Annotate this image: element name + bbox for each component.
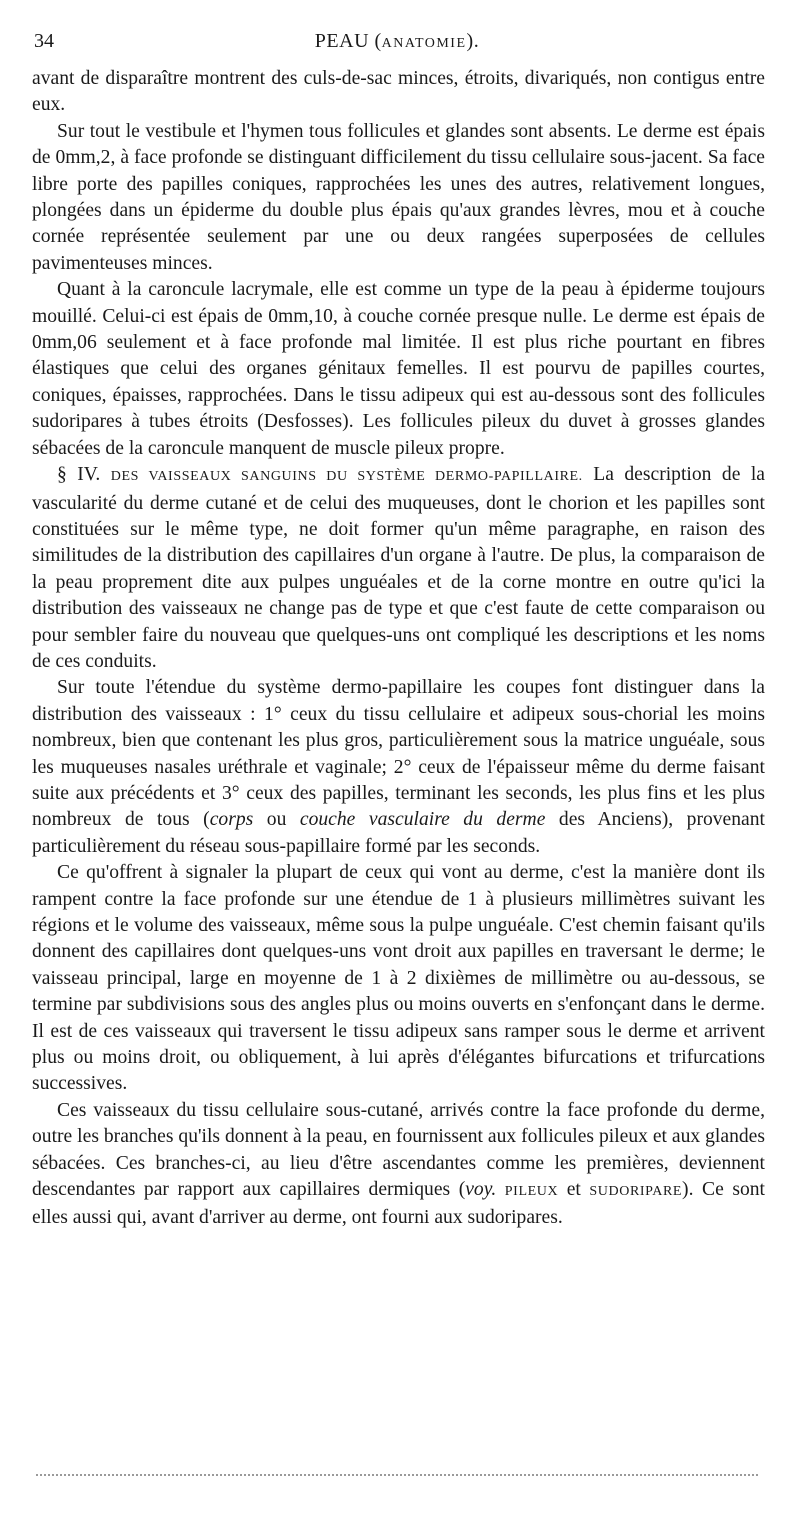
section-marker: § IV.: [57, 464, 101, 486]
paragraph-2: Sur tout le vestibule et l'hymen tous follicules et glandes sont absents. Le derme est épais de 0mm,2, à face profonde se distinguant difficilement du tissu cellulaire sous-jacent. Sa face libre porte des papilles coniques, rapprochées les unes des autres, relativement longues, plongées dans un épiderme du double plus épais qu'aux grandes lèvres, mou et à couche cornée représentée seulement par une ou deux rangées superposées de cellules pavimenteuses minces.: [32, 120, 765, 274]
running-title-sub: ANATOMIE: [381, 36, 467, 51]
paragraph-3: Quant à la caroncule lacrymale, elle est comme un type de la peau à épiderme toujours mouillé. Celui-ci est épais de 0mm,10, à couche cornée presque nulle. Le derme est épais de 0mm,06 seulement et à face profonde mal limitée. Il est plus riche pourtant en fibres élastiques que celui des organes génitaux femelles. Il est pourvu de papilles courtes, coniques, épaisses, rapprochées. Dans le tissu adipeux qui est au-dessous sont des follicules sudoripares à tubes étroits (Desfosses). Les follicules pileux du duvet à grosses glandes sébacées de la caroncule manquent de muscle pileux propre.: [32, 279, 765, 459]
paragraph-5: [32, 675, 765, 860]
cross-reference-sudoripare: SUDORIPARE: [589, 1184, 683, 1200]
paragraph-7-text-c: et: [558, 1179, 590, 1201]
paragraph-7-text-b: [496, 1179, 505, 1200]
section-text: La description de la vascularité du derme cutané et de celui des muqueuses, dont le chorion et les papilles sont constituées sur le même type, ne doit former qu'un même paragraphe, en raison des similitudes de la distribution des capillaires d'un organe à l'autre. De plus, la comparaison de la peau proprement dite aux pulpes unguéales et de la corne montre en outre qu'ici la distribution des vaisseaux ne change pas de type et que c'est faute de cette comparaison ou pour sembler faire du nouveau que quelques-uns ont compliqué les descriptions et les noms de ces conduits.: [32, 464, 765, 672]
paragraph-5-text-a: Sur toute l'étendue du système dermo-papillaire les coupes font distinguer dans la distribution des vaisseaux : 1° ceux du tissu cellulaire et adipeux sous-chorial les moins nombreux, bien que contenant les plus gros, particulièrement sous la matrice unguéale, sous les muqueuses nasales uréthrale et vaginale; 2° ceux de l'épaisseur même du derme faisant suite aux précédents et 3° ceux des papilles, terminant les seconds, les plus fins et les plus nombreux de tous (: [32, 677, 765, 831]
body-text: [32, 66, 765, 1232]
footer-rule: [36, 1474, 758, 1476]
paragraph-5-text-c: des Anciens), provenant particulièrement du réseau sous-papillaire formé par les seconds.: [32, 809, 765, 857]
cross-reference-pileux: PILEUX: [504, 1184, 559, 1200]
paragraph-5-italic-a: corps: [209, 809, 254, 831]
paragraph-7-text-d: ). Ce sont elles aussi qui, avant d'arriver au derme, ont fourni aux sudoripares.: [32, 1179, 766, 1229]
paragraph-5-italic-b: couche vasculaire du derme: [299, 809, 546, 831]
paragraph-7: [32, 1098, 765, 1232]
paragraph-4: [32, 462, 765, 675]
paragraph-5-text-b: ou: [253, 809, 300, 831]
page-number: 34: [34, 30, 54, 52]
paragraph-7-italic: voy.: [465, 1179, 497, 1201]
paragraph-1: avant de disparaître montrent des culs-de-sac minces, étroits, divariqués, non contigus entre eux.: [32, 68, 765, 116]
paragraph-6: Ce qu'offrent à signaler la plupart de ceux qui vont au derme, c'est la manière dont ils rampent contre la face profonde sur une étendue de 1 à plusieurs millimètres suivant les régions et le volume des vaisseaux, même sous la pulpe unguéale. C'est chemin faisant qu'ils donnent des capillaires dont quelques-uns vont droit aux papilles en traversant le derme; le vaisseau principal, large en moyenne de 1 à 2 dixièmes de millimètre ou au-dessous, se termine par subdivisions sous des angles plus ou moins ouverts en s'enfonçant dans le derme. Il est de ces vaisseaux qui traversent le tissu adipeux sans ramper sous le derme et arrivent plus ou moins droit, ou obliquement, à lui après d'élégantes bifurcations et trifurcations successives.: [32, 862, 765, 1095]
paragraph-7-text-a: Ces vaisseaux du tissu cellulaire sous-cutané, arrivés contre la face profonde du derme, outre les branches qu'ils donnent à la peau, en fournissent aux follicules pileux et aux glandes sébacées. Ces branches-ci, au lieu d'être ascendantes comme les premières, deviennent descendantes par rapport aux capillaires dermiques (: [32, 1099, 765, 1201]
running-title-main: PEAU (: [314, 30, 382, 52]
section-heading: DES VAISSEAUX SANGUINS DU SYSTÈME DERMO-PAPILLAIRE.: [110, 469, 583, 485]
running-title-end: ).: [466, 30, 480, 52]
running-header: [34, 28, 760, 54]
running-title: [34, 28, 760, 57]
